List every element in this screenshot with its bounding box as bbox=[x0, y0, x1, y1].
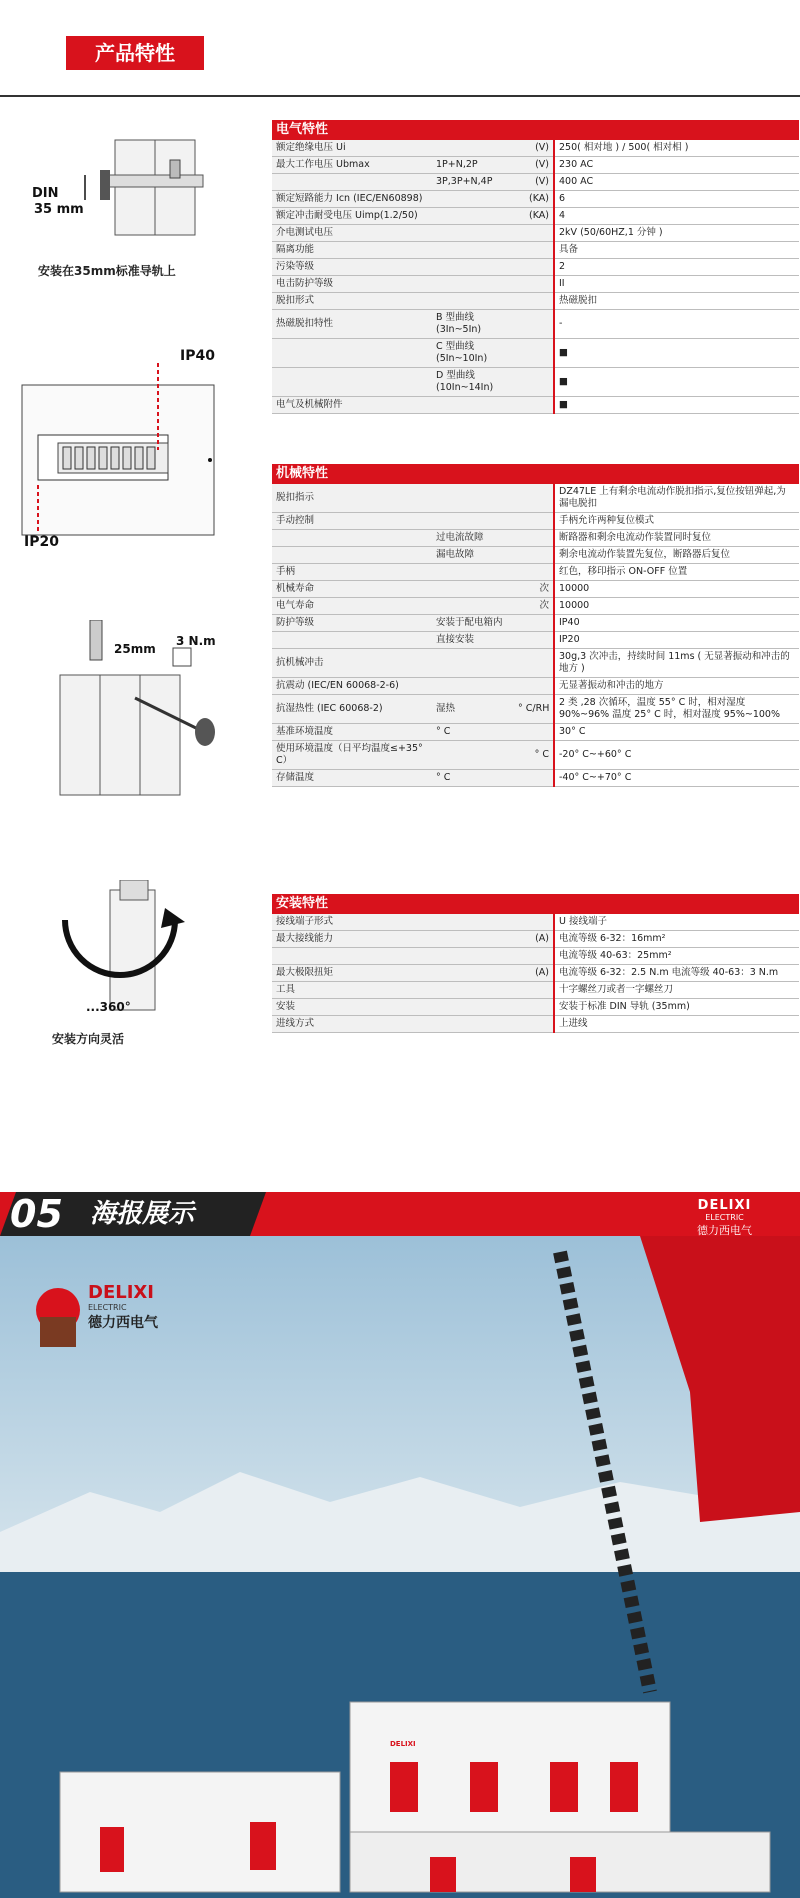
electrical-cell-c1: 额定冲击耐受电压 Uimp(1.2/50) bbox=[272, 208, 432, 225]
installation-cell-c3 bbox=[514, 982, 554, 999]
installation-row bbox=[272, 948, 799, 965]
logo-sub: ELECTRIC bbox=[88, 1303, 127, 1312]
mechanical-row bbox=[272, 513, 799, 530]
mechanical-cell-c1: 电气寿命 bbox=[272, 598, 432, 615]
mechanical-cell-c2 bbox=[432, 741, 514, 770]
electrical-cell-c1: 脱扣形式 bbox=[272, 293, 432, 310]
mechanical-cell-c4: 10000 bbox=[554, 598, 799, 615]
poster-title: 海报展示 bbox=[90, 1199, 195, 1229]
mechanical-cell-c3 bbox=[514, 632, 554, 649]
mechanical-cell-c2 bbox=[432, 649, 514, 678]
band-brand-cn: 德力西电气 bbox=[697, 1224, 752, 1237]
electrical-cell-c3: (KA) bbox=[514, 191, 554, 208]
installation-table bbox=[272, 914, 799, 1033]
electrical-cell-c1 bbox=[272, 368, 432, 397]
installation-title: 安装特性 bbox=[272, 894, 799, 914]
mechanical-cell-c2: 安装于配电箱内 bbox=[432, 615, 514, 632]
mechanical-cell-c4: 2 类 ,28 次循环，温度 55° C 时，相对湿度 90%~96% 温度 25° C 时，相对湿度 95%~100% bbox=[554, 695, 799, 724]
mechanical-cell-c4: 无显著振动和冲击的地方 bbox=[554, 678, 799, 695]
mechanical-cell-c1 bbox=[272, 547, 432, 564]
mechanical-row bbox=[272, 615, 799, 632]
electrical-cell-c3 bbox=[514, 259, 554, 276]
mechanical-cell-c1 bbox=[272, 632, 432, 649]
installation-cell-c2 bbox=[432, 948, 514, 965]
mechanical-cell-c4: 10000 bbox=[554, 581, 799, 598]
electrical-cell-c4: 230 AC bbox=[554, 157, 799, 174]
installation-spec-table bbox=[272, 894, 799, 1033]
mechanical-cell-c4: IP20 bbox=[554, 632, 799, 649]
electrical-cell-c3 bbox=[514, 293, 554, 310]
installation-cell-c2 bbox=[432, 914, 514, 931]
electrical-row bbox=[272, 225, 799, 242]
electrical-cell-c2: D 型曲线 (10In~14In) bbox=[432, 368, 514, 397]
mechanical-title: 机械特性 bbox=[272, 464, 799, 484]
mechanical-cell-c3: 次 bbox=[514, 581, 554, 598]
electrical-row bbox=[272, 339, 799, 368]
mechanical-row bbox=[272, 724, 799, 741]
mechanical-row bbox=[272, 564, 799, 581]
electrical-cell-c1: 电击防护等级 bbox=[272, 276, 432, 293]
electrical-cell-c1: 污染等级 bbox=[272, 259, 432, 276]
electrical-cell-c3: (V) bbox=[514, 157, 554, 174]
distribution-box-illustration bbox=[18, 355, 218, 540]
mechanical-cell-c2 bbox=[432, 513, 514, 530]
installation-cell-c2 bbox=[432, 999, 514, 1016]
installation-row bbox=[272, 999, 799, 1016]
electrical-cell-c2 bbox=[432, 191, 514, 208]
mechanical-row bbox=[272, 530, 799, 547]
installation-cell-c2 bbox=[432, 931, 514, 948]
poster-number: 05 bbox=[10, 1192, 63, 1236]
installation-cell-c4: 安装于标准 DIN 导轨 (35mm) bbox=[554, 999, 799, 1016]
mechanical-cell-c2: 过电流故障 bbox=[432, 530, 514, 547]
installation-cell-c3: (A) bbox=[514, 931, 554, 948]
installation-cell-c1: 工具 bbox=[272, 982, 432, 999]
mechanical-cell-c1: 抗机械冲击 bbox=[272, 649, 432, 678]
installation-cell-c4: 电流等级 6-32：2.5 N.m 电流等级 40-63：3 N.m bbox=[554, 965, 799, 982]
installation-row bbox=[272, 1016, 799, 1033]
mechanical-cell-c3 bbox=[514, 513, 554, 530]
mechanical-cell-c1 bbox=[272, 530, 432, 547]
mechanical-spec-table bbox=[272, 464, 799, 787]
poster-section bbox=[0, 1192, 800, 1898]
mechanical-row bbox=[272, 581, 799, 598]
installation-cell-c2 bbox=[432, 965, 514, 982]
screw-length-label: 25mm bbox=[114, 642, 156, 656]
installation-cell-c3 bbox=[514, 1016, 554, 1033]
electrical-cell-c2: 1P+N,2P bbox=[432, 157, 514, 174]
electrical-cell-c4: ■ bbox=[554, 339, 799, 368]
mechanical-cell-c2: 湿热 bbox=[432, 695, 514, 724]
logo-cn: 德力西电气 bbox=[88, 1315, 158, 1331]
electrical-cell-c4: 400 AC bbox=[554, 174, 799, 191]
mechanical-cell-c3 bbox=[514, 724, 554, 741]
electrical-cell-c1: 电气及机械附件 bbox=[272, 397, 432, 414]
mechanical-cell-c3 bbox=[514, 564, 554, 581]
electrical-cell-c2: C 型曲线 (5In~10In) bbox=[432, 339, 514, 368]
electrical-row bbox=[272, 191, 799, 208]
electrical-cell-c2 bbox=[432, 208, 514, 225]
electrical-cell-c3 bbox=[514, 225, 554, 242]
electrical-title: 电气特性 bbox=[272, 120, 799, 140]
electrical-cell-c2 bbox=[432, 276, 514, 293]
mechanical-cell-c2 bbox=[432, 564, 514, 581]
mechanical-cell-c1: 抗震动 (IEC/EN 60068-2-6) bbox=[272, 678, 432, 695]
electrical-cell-c1: 介电测试电压 bbox=[272, 225, 432, 242]
electrical-cell-c1: 最大工作电压 Ubmax bbox=[272, 157, 432, 174]
electrical-cell-c2: B 型曲线 (3In~5In) bbox=[432, 310, 514, 339]
electrical-row bbox=[272, 140, 799, 157]
section-title: 产品特性 bbox=[66, 36, 204, 70]
electrical-cell-c3 bbox=[514, 276, 554, 293]
mechanical-row bbox=[272, 695, 799, 724]
band-brand-sub: ELECTRIC bbox=[705, 1213, 744, 1222]
electrical-cell-c1 bbox=[272, 174, 432, 191]
installation-cell-c2 bbox=[432, 982, 514, 999]
electrical-row bbox=[272, 242, 799, 259]
electrical-row bbox=[272, 293, 799, 310]
mechanical-cell-c1: 基准环境温度 bbox=[272, 724, 432, 741]
electrical-cell-c1: 额定短路能力 Icn (IEC/EN60898) bbox=[272, 191, 432, 208]
mechanical-cell-c4: 30g,3 次冲击，持续时间 11ms ( 无显著振动和冲击的地方 ) bbox=[554, 649, 799, 678]
electrical-cell-c4: 6 bbox=[554, 191, 799, 208]
mechanical-cell-c1: 防护等级 bbox=[272, 615, 432, 632]
installation-cell-c1: 最大接线能力 bbox=[272, 931, 432, 948]
mechanical-cell-c2 bbox=[432, 484, 514, 513]
product-label: DELIXI bbox=[390, 1740, 416, 1748]
electrical-row bbox=[272, 259, 799, 276]
electrical-cell-c3 bbox=[514, 242, 554, 259]
mechanical-row bbox=[272, 632, 799, 649]
electrical-cell-c4: 具备 bbox=[554, 242, 799, 259]
electrical-cell-c2 bbox=[432, 140, 514, 157]
installation-cell-c1: 接线端子形式 bbox=[272, 914, 432, 931]
installation-row bbox=[272, 931, 799, 948]
mechanical-row bbox=[272, 741, 799, 770]
divider bbox=[0, 95, 800, 97]
din-caption: 安装在35mm标准导轨上 bbox=[38, 264, 176, 278]
mechanical-cell-c4: DZ47LE 上有剩余电流动作脱扣指示,复位按钮弹起,为漏电脱扣 bbox=[554, 484, 799, 513]
electrical-cell-c2: 3P,3P+N,4P bbox=[432, 174, 514, 191]
logo-en: DELIXI bbox=[88, 1282, 154, 1303]
mechanical-row bbox=[272, 678, 799, 695]
mechanical-row bbox=[272, 598, 799, 615]
mechanical-cell-c3: ° C/RH bbox=[514, 695, 554, 724]
band-brand bbox=[697, 1198, 752, 1238]
electrical-cell-c1: 热磁脱扣特性 bbox=[272, 310, 432, 339]
electrical-cell-c3 bbox=[514, 339, 554, 368]
mechanical-cell-c1: 手柄 bbox=[272, 564, 432, 581]
mechanical-table bbox=[272, 484, 799, 787]
installation-cell-c4: 十字螺丝刀或者一字螺丝刀 bbox=[554, 982, 799, 999]
mechanical-cell-c4: 手柄允许两种复位模式 bbox=[554, 513, 799, 530]
electrical-row bbox=[272, 397, 799, 414]
installation-cell-c3: (A) bbox=[514, 965, 554, 982]
electrical-spec-table bbox=[272, 120, 799, 414]
electrical-row bbox=[272, 310, 799, 339]
electrical-cell-c3: (V) bbox=[514, 140, 554, 157]
mechanical-cell-c2: ° C bbox=[432, 770, 514, 787]
installation-row bbox=[272, 982, 799, 999]
electrical-row bbox=[272, 368, 799, 397]
mechanical-cell-c4: 断路器和剩余电流动作装置同时复位 bbox=[554, 530, 799, 547]
mechanical-cell-c1: 抗湿热性 (IEC 60068-2) bbox=[272, 695, 432, 724]
electrical-cell-c4: ■ bbox=[554, 397, 799, 414]
din-size: 35 mm bbox=[34, 202, 84, 217]
electrical-cell-c3: (V) bbox=[514, 174, 554, 191]
electrical-cell-c2 bbox=[432, 225, 514, 242]
mechanical-cell-c2: 直接安装 bbox=[432, 632, 514, 649]
electrical-row bbox=[272, 276, 799, 293]
mechanical-cell-c4: IP40 bbox=[554, 615, 799, 632]
mechanical-cell-c3 bbox=[514, 770, 554, 787]
poster-logo bbox=[88, 1282, 158, 1332]
electrical-cell-c4: 2kV (50/60HZ,1 分钟 ) bbox=[554, 225, 799, 242]
mechanical-cell-c3: ° C bbox=[514, 741, 554, 770]
installation-cell-c1: 最大极限扭矩 bbox=[272, 965, 432, 982]
electrical-cell-c2 bbox=[432, 397, 514, 414]
mechanical-cell-c4: 剩余电流动作装置先复位，断路器后复位 bbox=[554, 547, 799, 564]
mechanical-cell-c2 bbox=[432, 598, 514, 615]
mechanical-cell-c2: ° C bbox=[432, 724, 514, 741]
installation-cell-c4: 电流等级 40-63：25mm² bbox=[554, 948, 799, 965]
electrical-cell-c3 bbox=[514, 397, 554, 414]
mechanical-row bbox=[272, 547, 799, 564]
electrical-cell-c4: II bbox=[554, 276, 799, 293]
mechanical-cell-c3: 次 bbox=[514, 598, 554, 615]
mechanical-cell-c3 bbox=[514, 547, 554, 564]
electrical-row bbox=[272, 208, 799, 225]
mechanical-cell-c1: 使用环境温度（日平均温度≤+35° C） bbox=[272, 741, 432, 770]
mechanical-cell-c3 bbox=[514, 484, 554, 513]
electrical-cell-c3 bbox=[514, 368, 554, 397]
mechanical-cell-c3 bbox=[514, 530, 554, 547]
mechanical-cell-c2 bbox=[432, 581, 514, 598]
electrical-cell-c1: 额定绝缘电压 Ui bbox=[272, 140, 432, 157]
mechanical-cell-c3 bbox=[514, 615, 554, 632]
mechanical-row bbox=[272, 649, 799, 678]
mechanical-cell-c2 bbox=[432, 678, 514, 695]
electrical-cell-c2 bbox=[432, 293, 514, 310]
mechanical-cell-c1: 手动控制 bbox=[272, 513, 432, 530]
mechanical-cell-c4: -20° C~+60° C bbox=[554, 741, 799, 770]
electrical-cell-c4: 4 bbox=[554, 208, 799, 225]
electrical-table bbox=[272, 140, 799, 414]
electrical-cell-c1 bbox=[272, 339, 432, 368]
installation-row bbox=[272, 914, 799, 931]
ip40-label: IP40 bbox=[180, 348, 215, 364]
electrical-row bbox=[272, 157, 799, 174]
din-label: DIN bbox=[32, 186, 59, 201]
installation-cell-c1: 进线方式 bbox=[272, 1016, 432, 1033]
electrical-cell-c2 bbox=[432, 242, 514, 259]
mechanical-row bbox=[272, 484, 799, 513]
mechanical-cell-c3 bbox=[514, 678, 554, 695]
electrical-cell-c4: ■ bbox=[554, 368, 799, 397]
installation-cell-c3 bbox=[514, 914, 554, 931]
ip20-label: IP20 bbox=[24, 534, 59, 550]
mechanical-cell-c1: 机械寿命 bbox=[272, 581, 432, 598]
electrical-cell-c4: 250( 相对地 ) / 500( 相对相 ) bbox=[554, 140, 799, 157]
electrical-cell-c4: - bbox=[554, 310, 799, 339]
electrical-row bbox=[272, 174, 799, 191]
mechanical-cell-c4: -40° C~+70° C bbox=[554, 770, 799, 787]
electrical-cell-c3 bbox=[514, 310, 554, 339]
installation-cell-c3 bbox=[514, 948, 554, 965]
rotation-caption: 安装方向灵活 bbox=[52, 1032, 125, 1046]
mechanical-cell-c4: 红色，移印指示 ON-OFF 位置 bbox=[554, 564, 799, 581]
mechanical-row bbox=[272, 770, 799, 787]
electrical-cell-c4: 热磁脱扣 bbox=[554, 293, 799, 310]
torque-label: 3 N.m bbox=[176, 634, 216, 648]
band-brand-en: DELIXI bbox=[697, 1198, 752, 1213]
installation-cell-c1 bbox=[272, 948, 432, 965]
electrical-cell-c2 bbox=[432, 259, 514, 276]
mechanical-cell-c1: 存储温度 bbox=[272, 770, 432, 787]
rotation-label: ...360° bbox=[86, 1000, 131, 1014]
installation-cell-c4: U 接线端子 bbox=[554, 914, 799, 931]
box-drawing bbox=[18, 355, 218, 540]
installation-row bbox=[272, 965, 799, 982]
electrical-cell-c3: (KA) bbox=[514, 208, 554, 225]
installation-cell-c1: 安装 bbox=[272, 999, 432, 1016]
mechanical-cell-c3 bbox=[514, 649, 554, 678]
installation-cell-c2 bbox=[432, 1016, 514, 1033]
installation-cell-c4: 上进线 bbox=[554, 1016, 799, 1033]
installation-cell-c4: 电流等级 6-32：16mm² bbox=[554, 931, 799, 948]
mechanical-cell-c2: 漏电故障 bbox=[432, 547, 514, 564]
electrical-cell-c4: 2 bbox=[554, 259, 799, 276]
electrical-cell-c1: 隔离功能 bbox=[272, 242, 432, 259]
mechanical-cell-c1: 脱扣指示 bbox=[272, 484, 432, 513]
mechanical-cell-c4: 30° C bbox=[554, 724, 799, 741]
installation-cell-c3 bbox=[514, 999, 554, 1016]
